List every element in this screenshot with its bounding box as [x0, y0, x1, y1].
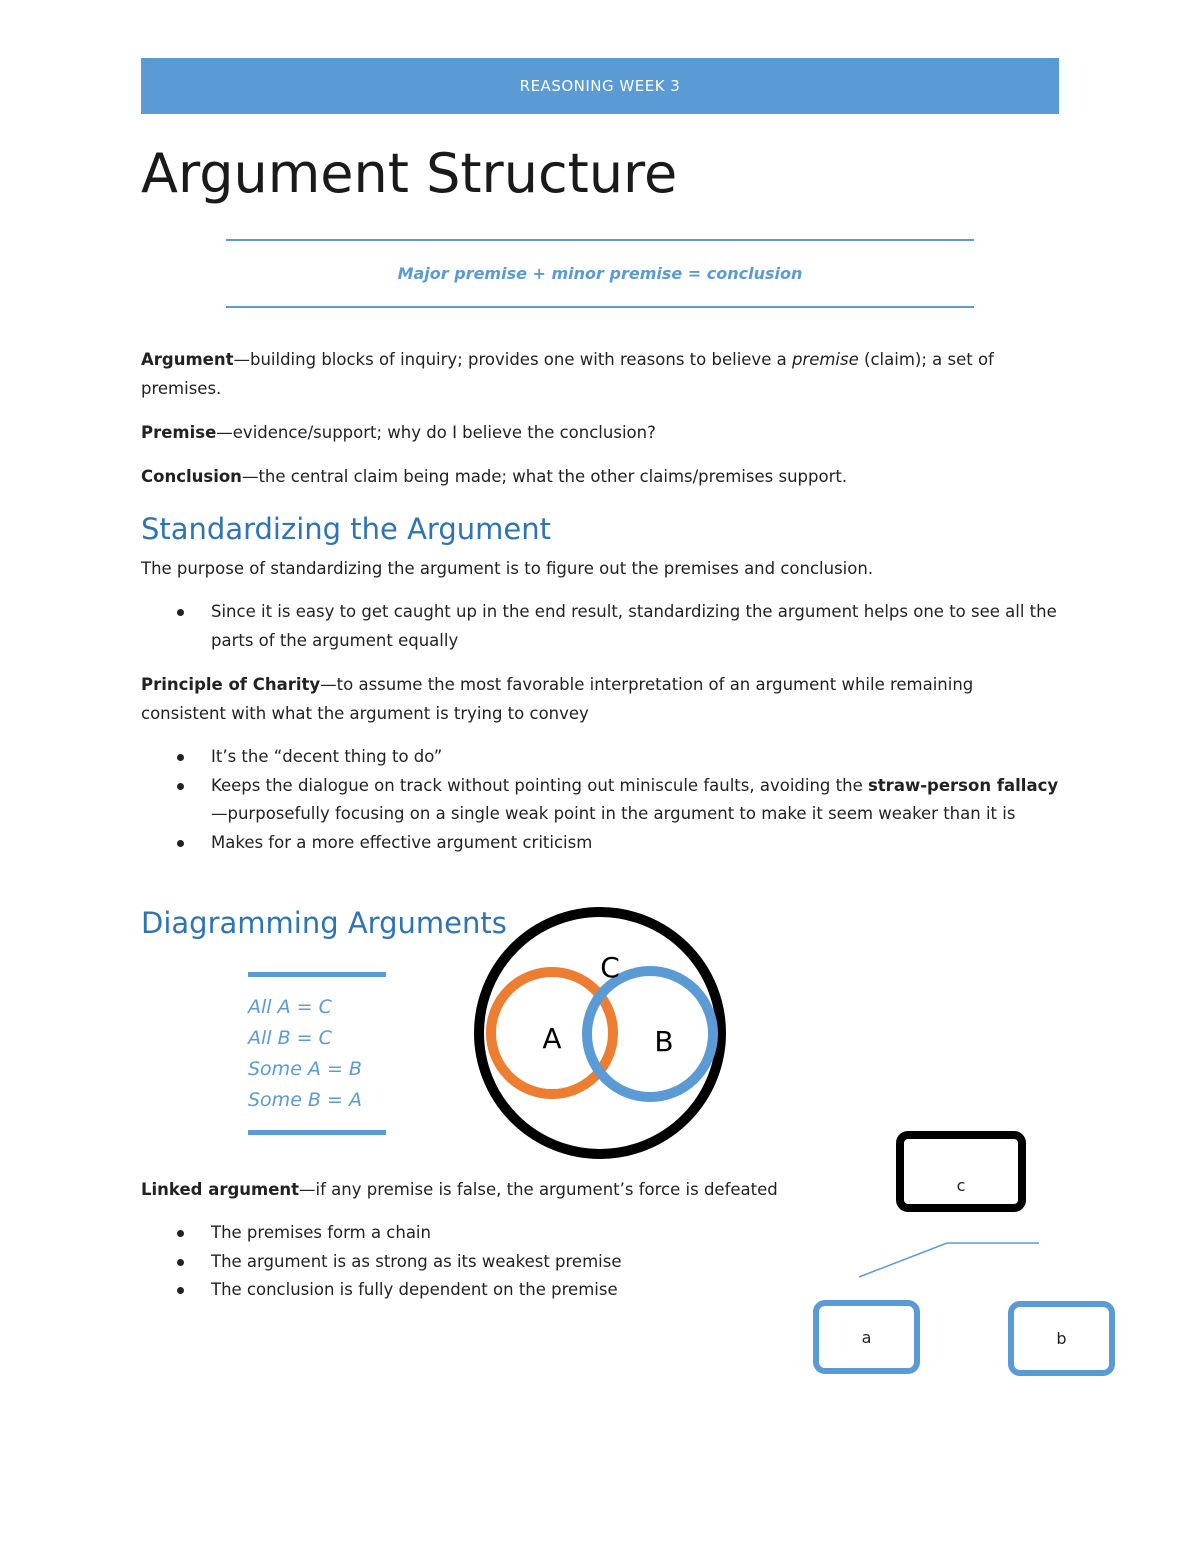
- heading-diagramming: Diagramming Arguments: [141, 906, 507, 940]
- definition-term: Premise: [141, 423, 217, 442]
- syllogism-bottom-bar: [248, 1130, 386, 1135]
- syllogism-line: All A = C: [248, 996, 332, 1018]
- definition-premise: [141, 418, 1059, 447]
- list-item: Since it is easy to get caught up in the end result, standardizing the argument helps one to see all the parts of the argument equally: [141, 598, 1059, 655]
- venn-outer-circle: [479, 912, 721, 1154]
- definition-emphasis: premise: [791, 350, 859, 369]
- definition-conclusion: [141, 462, 1059, 491]
- charity-term: Principle of Charity: [141, 675, 321, 694]
- heading-standardizing: Standardizing the Argument: [141, 512, 551, 546]
- linked-text: —if any premise is false, the argument’s force is defeated: [299, 1180, 778, 1199]
- definition-text: —the central claim being made; what the other claims/premises support.: [241, 467, 848, 486]
- list-item-text-continued: —purposefully focusing on a single weak point in the argument to make it seem weaker than it is: [211, 804, 1016, 823]
- list-item: The premises form a chain: [141, 1219, 841, 1248]
- venn-circle-b: [587, 971, 713, 1097]
- quote-top-rule: [226, 239, 974, 241]
- venn-label-c: C: [600, 951, 620, 984]
- list-item-bold: straw-person fallacy: [867, 775, 1059, 795]
- linked-premise-label-a: a: [861, 1327, 872, 1347]
- definition-text: —evidence/support; why do I believe the conclusion?: [216, 423, 656, 442]
- standardizing-list: [141, 598, 1059, 655]
- standardizing-intro: The purpose of standardizing the argument is to figure out the premises and conclusion.: [141, 559, 874, 578]
- page-title: Argument Structure: [141, 142, 678, 205]
- linked-premise-box-a: [813, 1300, 920, 1374]
- header-text: REASONING WEEK 3: [519, 77, 681, 95]
- linked-definition: [141, 1175, 801, 1204]
- list-item: Makes for a more effective argument criticism: [141, 829, 1059, 858]
- charity-definition: [141, 670, 1059, 728]
- list-item: [141, 772, 1059, 829]
- definition-argument: [141, 345, 1059, 403]
- linked-premise-label-b: b: [1056, 1329, 1067, 1348]
- list-item: The argument is as strong as its weakest premise: [141, 1248, 841, 1277]
- linked-connector-line: [859, 1243, 1039, 1277]
- venn-diagram: [468, 905, 732, 1160]
- charity-list: [141, 743, 1059, 857]
- syllogism-block: [248, 968, 386, 1138]
- list-item-text: Keeps the dialogue on track without pointing out miniscule faults, avoiding the: [211, 775, 868, 795]
- definition-term: Argument: [141, 350, 234, 369]
- charity-text: —to assume the most favorable interpretation of an argument while remaining consistent with what the argument is trying to convey: [141, 675, 974, 723]
- linked-term: Linked argument: [141, 1180, 300, 1199]
- quote-text: Major premise + minor premise = conclusion: [397, 264, 803, 283]
- syllogism-top-bar: [248, 972, 386, 977]
- list-item: It’s the “decent thing to do”: [141, 743, 1059, 772]
- linked-conclusion-label: c: [956, 1176, 966, 1195]
- quote-bottom-rule: [226, 306, 974, 308]
- venn-label-a: A: [542, 1022, 562, 1055]
- linked-list: [141, 1219, 841, 1305]
- syllogism-line: All B = C: [248, 1027, 332, 1049]
- definition-text-continued: (claim); a set of premises.: [141, 350, 994, 398]
- linked-connector: [855, 1238, 1045, 1280]
- list-item: The conclusion is fully dependent on the premise: [141, 1276, 841, 1305]
- linked-conclusion-box: [896, 1131, 1026, 1212]
- header-bar: [141, 58, 1059, 114]
- syllogism-line: Some B = A: [248, 1089, 362, 1111]
- definition-text: —building blocks of inquiry; provides one with reasons to believe a: [233, 350, 792, 369]
- venn-label-b: B: [654, 1025, 674, 1058]
- syllogism-line: Some A = B: [248, 1058, 362, 1080]
- linked-premise-box-b: [1008, 1301, 1115, 1376]
- definition-term: Conclusion: [141, 467, 242, 486]
